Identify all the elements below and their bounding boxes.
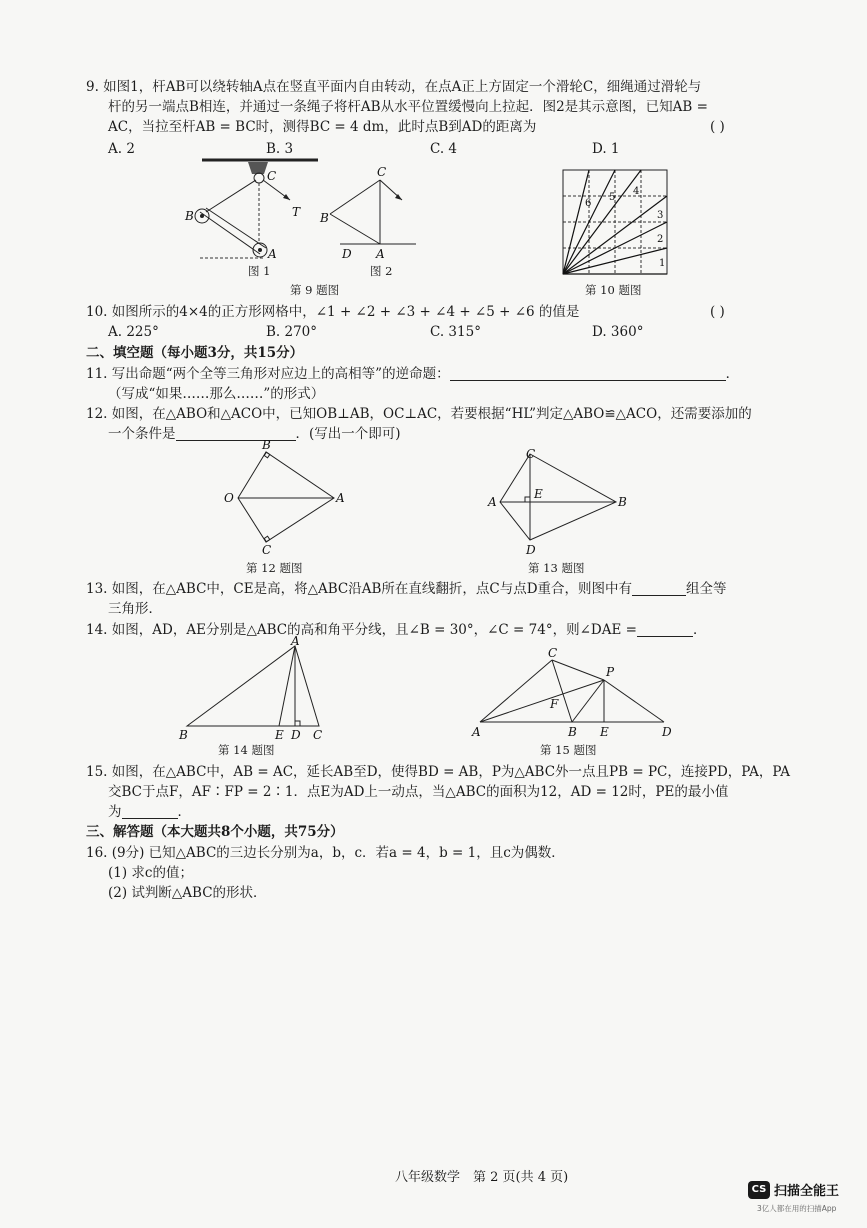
- fig2-ab: [330, 214, 380, 244]
- q9-fig1-caption: 图 1: [248, 264, 271, 278]
- q14-label-d: D: [291, 728, 301, 742]
- camscanner-logo-icon: CS: [748, 1181, 770, 1199]
- q10-grid-figure: [563, 170, 669, 276]
- q12-label-a: A: [336, 491, 345, 505]
- q13-quad: [500, 454, 616, 540]
- q15-ac: [480, 660, 552, 722]
- q11-answer-blank[interactable]: [450, 366, 726, 381]
- q10-line1: 10. 如图所示的4×4的正方形网格中，∠1 + ∠2 + ∠3 + ∠4 + ∠5 + ∠6 的值是: [86, 304, 580, 320]
- q13-text-a: 13. 如图，在△ABC中，CE是高，将△ABC沿AB所在直线翻折，点C与点D重合，则图中有: [86, 581, 633, 597]
- q14-caption: 第 14 题图: [218, 743, 275, 757]
- q14-label-a: A: [291, 634, 300, 648]
- q11-line1: 11. 写出命题“两个全等三角形对应边上的高相等”的逆命题： ．: [86, 366, 740, 382]
- q13-label-e: E: [534, 487, 543, 501]
- fig2-label-b: B: [320, 211, 329, 225]
- q13-label-c: C: [526, 447, 536, 461]
- q11-line2: （写成“如果……那么……”的形式）: [108, 386, 325, 402]
- q15-cp: [552, 660, 604, 680]
- fig2-bc: [330, 180, 380, 214]
- section-fill-in-title: 二、填空题（每小题3分，共15分）: [86, 345, 304, 361]
- q10-option-c: C. 315°: [430, 324, 481, 340]
- q15-caption: 第 15 题图: [540, 743, 597, 757]
- q9-line1: 9. 如图1，杆AB可以绕转轴A点在竖直平面内自由转动，在点A正上方固定一个滑轮C，细绳通过滑轮与: [86, 79, 702, 95]
- angle-label-4: 4: [633, 186, 640, 197]
- q9-fig2-caption: 图 2: [370, 264, 393, 278]
- q13-text-b: 组全等: [686, 581, 727, 597]
- q13-label-a: A: [488, 495, 497, 509]
- q14-triangle: [187, 646, 319, 726]
- fig2-label-d: D: [342, 247, 352, 261]
- q11-text: 11. 写出命题“两个全等三角形对应边上的高相等”的逆命题：: [86, 366, 450, 382]
- q12-text-b: ．(写出一个即可): [295, 426, 401, 442]
- q10-option-b: B. 270°: [266, 324, 318, 340]
- q13-label-b: B: [618, 495, 627, 509]
- q15-line2: 交BC于点F，AF∶FP = 2∶1．点E为AD上一动点，当△ABC的面积为12，AD = 12时，PE的最小值: [108, 784, 729, 800]
- q16-part2: (2) 试判断△ABC的形状．: [108, 885, 267, 901]
- q15-figure: [468, 644, 674, 744]
- page-footer: 八年级数学 第 2 页(共 4 页): [395, 1170, 569, 1185]
- q14-line1: 14. 如图，AD，AE分别是△ABC的高和角平分线，且∠B = 30°，∠C = 74°，则∠DAE = ．: [86, 622, 707, 638]
- q9-line3: AC，当拉至杆AB = BC时，测得BC = 4 dm，此时点B到AD的距离为: [108, 119, 537, 135]
- q16-part1: (1) 求c的值；: [108, 865, 193, 881]
- scanner-app-name: 扫描全能王: [774, 1184, 840, 1199]
- q9-option-b: B. 3: [266, 141, 294, 157]
- angle-label-6: 6: [585, 198, 592, 209]
- q15-ap: [480, 680, 604, 722]
- q14-ae: [279, 646, 295, 726]
- q16-line1: 16. (9分) 已知△ABC的三边长分别为a，b，c．若a = 4，b = 1，且c为偶数．: [86, 845, 565, 861]
- q15-answer-blank[interactable]: [122, 804, 178, 819]
- scanner-badge: [748, 1180, 839, 1199]
- q12-label-c: C: [262, 543, 272, 557]
- q12-answer-blank[interactable]: [176, 426, 296, 441]
- q15-label-a: A: [472, 725, 481, 739]
- rod-edge-2: [206, 208, 266, 248]
- pulley-c: [254, 173, 264, 183]
- q14-answer-blank[interactable]: [637, 622, 693, 637]
- q9-option-c: C. 4: [430, 141, 458, 157]
- q9-option-a: A. 2: [108, 141, 135, 157]
- angle-label-2: 2: [657, 234, 664, 245]
- q13-figure: [486, 448, 626, 560]
- q15-label-b: B: [568, 725, 577, 739]
- scanner-tagline: 3亿人都在用的扫描App: [757, 1204, 837, 1213]
- q12-caption: 第 12 题图: [246, 561, 303, 575]
- q12-text-a: 一个条件是: [108, 426, 176, 442]
- q15-label-e: E: [600, 725, 609, 739]
- q12-figure: [218, 440, 348, 560]
- fig1-label-b: B: [185, 209, 194, 223]
- q13-line1: [86, 580, 727, 598]
- q10-answer-bracket: ( ): [710, 304, 725, 320]
- q9-figure: [180, 156, 420, 266]
- q15-label-c: C: [548, 646, 558, 660]
- q15-text: 为: [108, 804, 122, 820]
- q13-caption: 第 13 题图: [528, 561, 585, 575]
- q13-answer-blank[interactable]: [632, 581, 686, 596]
- q15-label-d: D: [662, 725, 672, 739]
- q15-label-p: P: [606, 665, 615, 679]
- rope-bc: [206, 180, 256, 212]
- q9-option-d: D. 1: [592, 141, 620, 157]
- fig2-label-c: C: [377, 165, 387, 179]
- q10-option-d: D. 360°: [592, 324, 644, 340]
- q15-label-f: F: [550, 697, 559, 711]
- q12-line1: 12. 如图，在△ABO和△ACO中，已知OB⊥AB，OC⊥AC，若要根据“HL”判定△ABO≌△ACO，还需要添加的: [86, 406, 752, 422]
- fig2-label-a: A: [376, 247, 385, 261]
- q10-option-a: A. 225°: [108, 324, 159, 340]
- q12-label-b: B: [262, 438, 271, 452]
- q14-label-b: B: [179, 728, 188, 742]
- fig1-label-t: T: [292, 205, 301, 219]
- q9-line2: 杆的另一端点B相连，并通过一条绳子将杆AB从水平位置缓慢向上拉起．图2是其示意图，已知AB =: [108, 99, 708, 115]
- angle-label-1: 1: [659, 258, 666, 269]
- q15-bp: [572, 680, 604, 722]
- fig1-label-a: A: [268, 247, 277, 261]
- angle-label-5: 5: [609, 192, 616, 203]
- q15-cb: [552, 660, 572, 722]
- q14-text: 14. 如图，AD，AE分别是△ABC的高和角平分线，且∠B = 30°，∠C = 74°，则∠DAE =: [86, 622, 637, 638]
- q14-figure: [175, 634, 335, 742]
- q12-kite: [238, 452, 334, 542]
- q9-answer-bracket: ( ): [710, 119, 725, 135]
- angle-label-3: 3: [657, 210, 664, 221]
- pulley-mount: [248, 162, 268, 174]
- fig1-label-c: C: [267, 169, 277, 183]
- q14-label-e: E: [275, 728, 284, 742]
- q13-label-d: D: [526, 543, 536, 557]
- q15-pd: [604, 680, 664, 722]
- q9-caption: 第 9 题图: [290, 283, 340, 297]
- q15-line1: 15. 如图，在△ABC中，AB = AC，延长AB至D，使得BD = AB，P为△ABC外一点且PB = PC，连接PD，PA，PA: [86, 764, 790, 780]
- section-answer-title: 三、解答题（本大题共8个小题，共75分）: [86, 824, 344, 840]
- q13-line2: 三角形．: [108, 601, 162, 617]
- q10-caption: 第 10 题图: [585, 283, 642, 297]
- q14-label-c: C: [313, 728, 323, 742]
- q12-label-o: O: [224, 491, 234, 505]
- q15-line3: 为 ．: [108, 804, 191, 820]
